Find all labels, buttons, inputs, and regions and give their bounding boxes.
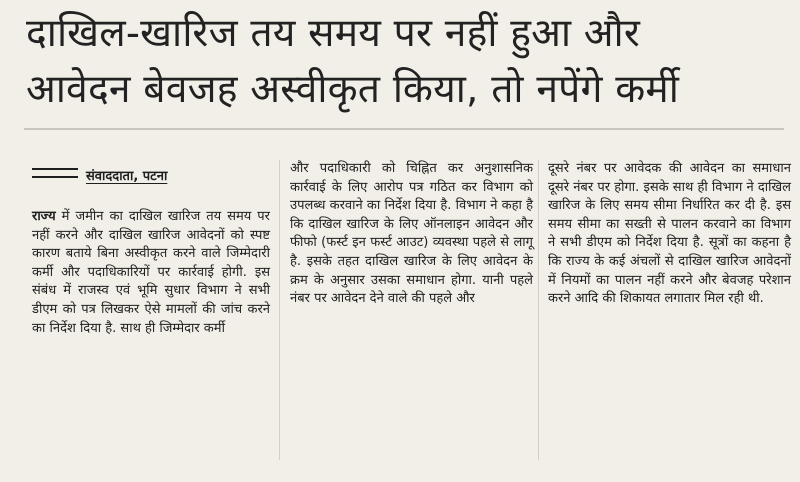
column-divider-1 <box>279 160 280 460</box>
column-2-text: और पदाधिकारी को चिह्नित कर अनुशासनिक कार्रवाई के लिए आरोप पत्र गठित कर विभाग को उपलब्ध करवाने का निर्देश दिया है. विभाग ने कहा है कि दाखिल खारिज के लिए ऑनलाइन आवेदन और फीफो (फर्स्ट इन फर्स्ट आउट) व्यवस्था पहले से लागू है. इसके तहत दाखिल खारिज के लिए आवेदन के क्रम के अनुसार उसका समाधान होगा. यानी पहले नंबर पर आवेदन देने वाले की पहले और <box>290 161 533 307</box>
byline: संवाददाता, पटना <box>86 169 168 184</box>
column-3-text: दूसरे नंबर पर आवेदक की आवेदन का समाधान दूसरे नंबर पर होगा. इसके साथ ही विभाग ने दाखिल खारिज के लिए समय सीमा निर्धारित कर दी है. इस समय सीमा का सख्ती से पालन करवाने का विभाग ने सभी डीएम को निर्देश दिया है. सूत्रों का कहना है कि राज्य के कई अंचलों से दाखिल खारिज आवेदनों में नियमों का पालन नहीं करने और बेवजह परेशान करने आदि की शिकायत लगातार मिल रही थी. <box>548 161 791 307</box>
byline-marker <box>32 168 78 178</box>
column-divider-2 <box>538 160 539 460</box>
column-1-paragraph <box>32 208 270 338</box>
headline-line-1: दाखिल-खारिज तय समय पर नहीं हुआ और <box>26 11 641 56</box>
article-column-2 <box>290 160 533 309</box>
lead-word: राज्य <box>32 209 56 224</box>
column-1-text: में जमीन का दाखिल खारिज तय समय पर नहीं करने और दाखिल खारिज आवेदनों को स्पष्ट कारण बताये बिना अस्वीकृत करने वाले जिम्मेदारी कर्मी और पदाधिकारियों पर कार्रवाई होगी. इस संबंध में राजस्व एवं भूमि सुधार विभाग ने सभी डीएम को पत्र लिखकर ऐसे मामलों की जांच करने का निर्देश दिया है. साथ ही जिम्मेदार कर्मी <box>32 209 270 336</box>
headline-rule <box>24 128 784 130</box>
article-column-3 <box>548 160 791 309</box>
headline-line-2: आवेदन बेवजह अस्वीकृत किया, तो नपेंगे कर्मी <box>26 67 680 112</box>
article-column-1 <box>32 208 270 338</box>
headline <box>26 6 786 118</box>
